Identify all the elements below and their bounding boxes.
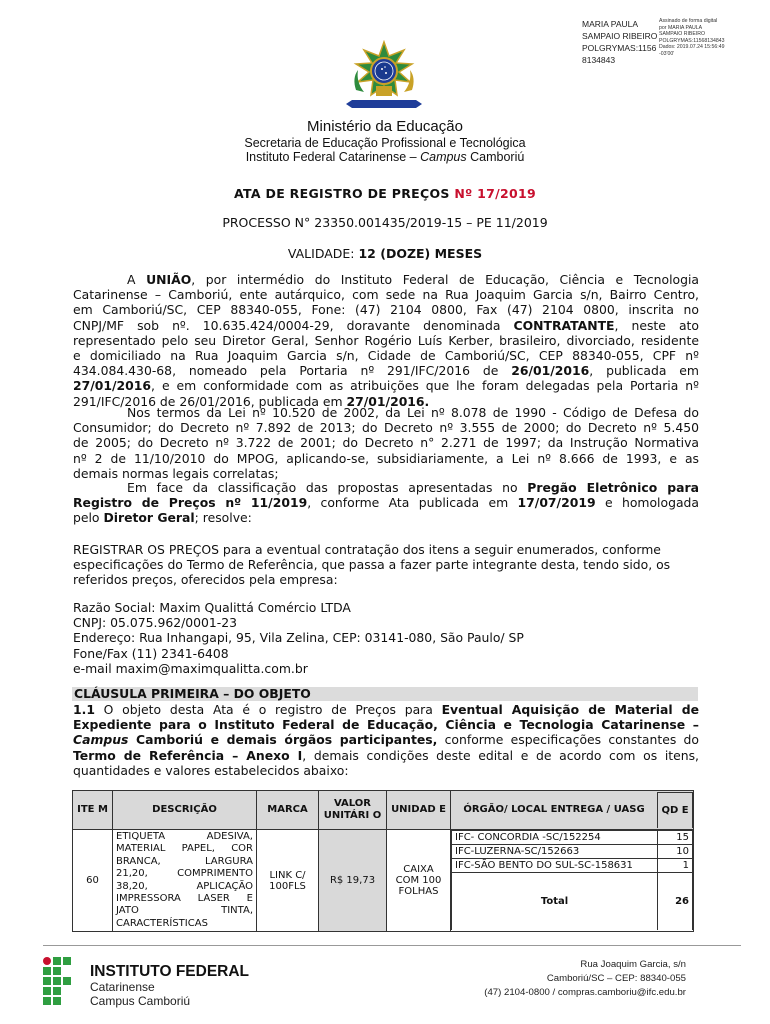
text: , demais condições deste edital e de acordo com os itens, bbox=[302, 747, 699, 763]
desc-line: 21,20, COMPRIMENTO bbox=[116, 868, 253, 880]
text: , por intermédio do Instituto Federal de Educação, Ciência e Tecnologia bbox=[191, 272, 699, 287]
if-sub2: Campus Camboriú bbox=[90, 994, 191, 1008]
logo-square bbox=[53, 997, 61, 1005]
paragraph-line: nº 2 de 11/10/2010 do MPOG, aplicando-se, subsidiariamente, a Lei nº 8.666 de 1993, e as bbox=[73, 450, 699, 466]
paragraph-line: e domiciliado na Rua Joaquim Garcia s/n, Cidade de Camboriú/SC, CEP 88340-055, CPF nº bbox=[73, 348, 699, 364]
local-name: IFC-LUZERNA-SC/152663 bbox=[452, 845, 658, 859]
address-line: Rua Joaquim Garcia, s/n bbox=[580, 959, 686, 970]
institute-prefix: Instituto Federal Catarinense – bbox=[245, 150, 421, 164]
text: , neste ato bbox=[614, 317, 699, 333]
logo-square bbox=[43, 967, 51, 975]
text: , e em conformidade com as atribuições que lhe foram delegadas pela Portaria nº bbox=[151, 378, 699, 394]
clause-line: quantidades e valores estabelecidos abaixo: bbox=[73, 762, 349, 778]
local-qtde: 15 bbox=[658, 831, 693, 845]
text: , conforme Ata publicada em bbox=[307, 495, 518, 511]
clause-line bbox=[73, 732, 699, 747]
desc-line: JATO TINTA, bbox=[116, 905, 253, 917]
validity-value: 12 (DOZE) MESES bbox=[358, 246, 483, 261]
items-table bbox=[72, 790, 694, 932]
supplier-cnpj: CNPJ: 05.075.962/0001-23 bbox=[73, 615, 238, 631]
clause-line: Expediente para o Instituto Federal de Educação, Ciência e Tecnologia Catarinense – bbox=[73, 717, 699, 733]
header-descricao: DESCRIÇÃO bbox=[113, 791, 257, 830]
text-bold: Registro de Preços nº 11/2019 bbox=[73, 495, 308, 511]
local-name: IFC-SÃO BENTO DO SUL-SC-158631 bbox=[452, 859, 658, 873]
paragraph-line: em Camboriú/SC, CEP 88340-055, Fone: (47) 2104 0800, Fax (47) 2104 0800, inscrita no bbox=[73, 302, 699, 318]
paragraph-line bbox=[73, 363, 699, 378]
process-number: PROCESSO N° 23350.001435/2019-15 – PE 11/2019 bbox=[222, 215, 548, 230]
paragraph-line bbox=[73, 495, 699, 510]
total-row bbox=[452, 873, 693, 931]
logo-square bbox=[43, 987, 51, 995]
text: ; resolve: bbox=[194, 510, 252, 526]
total-label: Total bbox=[452, 873, 658, 931]
text: pelo bbox=[73, 510, 104, 526]
paragraph-line: Catarinense – Camboriú, ente autárquico, com sede na Rua Joaquim Garcia s/n, Bairro Centro, bbox=[73, 287, 699, 303]
text-bold: UNIÃO bbox=[146, 272, 192, 287]
institute-suffix: Camboriú bbox=[466, 150, 525, 164]
text-bold-italic: Campus bbox=[73, 732, 129, 748]
logo-square bbox=[53, 977, 61, 985]
signature-detail-line: Dados: 2019.07.24 15:56:49 bbox=[659, 44, 725, 51]
institute-logo-text bbox=[90, 963, 249, 1008]
text: O objeto desta Ata é o registro de Preços para bbox=[94, 702, 442, 717]
text-bold: Diretor Geral bbox=[103, 510, 195, 526]
text: e homologada bbox=[595, 495, 699, 511]
signature-details bbox=[659, 18, 739, 58]
paragraph-line: Consumidor; do Decreto nº 7.892 de 2013; do Decreto nº 3.555 de 2000; do Decreto nº 5.450 bbox=[73, 420, 699, 436]
signature-name bbox=[582, 18, 662, 66]
text-bold: 17/07/2019 bbox=[517, 495, 596, 511]
header-unidade: UNIDAD E bbox=[387, 791, 451, 830]
text-bold: 27/01/2016 bbox=[73, 378, 152, 394]
signature-name-line: SAMPAIO RIBEIRO bbox=[582, 31, 658, 41]
desc-line: BRANCA, LARGURA bbox=[116, 855, 253, 867]
total-value: 26 bbox=[658, 873, 693, 931]
paragraph-line bbox=[73, 378, 699, 393]
header-orgao-qtde bbox=[451, 791, 694, 830]
header-valor: VALOR UNITÁRI O bbox=[319, 791, 387, 830]
paragraph-line: de 2005; do Decreto nº 3.722 de 2001; do Decreto n° 2.271 de 1997; da Instrução Normativa bbox=[73, 435, 699, 451]
supplier-email: e-mail maxim@maximqualitta.com.br bbox=[73, 660, 308, 676]
text-bold: 1.1 bbox=[73, 702, 95, 717]
text: 434.084.430-68, nomeado pela Portaria nº 291/IFC/2016 de bbox=[73, 363, 512, 379]
local-name: IFC- CONCORDIA -SC/152254 bbox=[452, 831, 658, 845]
supplier-name: Razão Social: Maxim Qualittá Comércio LTDA bbox=[73, 600, 351, 615]
logo-square bbox=[63, 977, 71, 985]
header-marca: MARCA bbox=[257, 791, 319, 830]
cell-locais bbox=[451, 830, 694, 932]
text-bold: 26/01/2016 bbox=[511, 363, 590, 379]
logo-square bbox=[43, 997, 51, 1005]
paragraph-line: demais normas legais correlatas; bbox=[73, 465, 279, 481]
validity bbox=[72, 246, 698, 261]
signature-name-line: MARIA PAULA bbox=[582, 19, 639, 29]
table-row bbox=[73, 830, 694, 932]
clause-line bbox=[73, 748, 699, 763]
document-number: Nº 17/2019 bbox=[454, 186, 536, 201]
supplier-info bbox=[73, 600, 524, 676]
supplier-phone: Fone/Fax (11) 2341-6408 bbox=[73, 645, 229, 661]
clause-text bbox=[73, 702, 699, 778]
supplier-address: Endereço: Rua Inhangapi, 95, Vila Zelina, CEP: 03141-080, São Paulo/ SP bbox=[73, 630, 524, 646]
paragraph-line: Nos termos da Lei nº 10.520 de 2002, da Lei nº 8.078 de 1990 - Código de Defesa do bbox=[127, 405, 699, 420]
address-line: (47) 2104-0800 / compras.camboriu@ifc.edu.br bbox=[484, 987, 686, 998]
footer-divider bbox=[43, 945, 741, 946]
validity-label: VALIDADE: bbox=[287, 246, 359, 261]
logo-square bbox=[63, 957, 71, 965]
cell-marca: LINK C/ 100FLS bbox=[257, 830, 319, 932]
document-title bbox=[72, 186, 698, 201]
text-bold: Eventual Aquisição de Material de bbox=[441, 702, 699, 717]
ministry-title: Ministério da Educação bbox=[307, 118, 463, 135]
clause-heading: CLÁUSULA PRIMEIRA – DO OBJETO bbox=[72, 687, 698, 701]
logo-square bbox=[43, 977, 51, 985]
local-row bbox=[452, 831, 693, 845]
institute-title bbox=[120, 150, 650, 164]
desc-line: IMPRESSORA LASER E bbox=[116, 893, 253, 905]
header-qtde: QD E bbox=[658, 792, 693, 828]
signature-detail-line: Assinado de forma digital bbox=[659, 18, 718, 24]
header-orgao: ÓRGÃO/ LOCAL ENTREGA / UASG bbox=[463, 804, 645, 816]
paragraph-contracting-party bbox=[73, 272, 699, 409]
text-bold: Pregão Eletrônico para bbox=[527, 480, 699, 495]
text: CNPJ/MF sob nº. 10.635.424/0004-29, doravante denominada bbox=[73, 317, 514, 333]
paragraph-register bbox=[73, 542, 699, 588]
text-bold: Termo de Referência – Anexo I bbox=[73, 747, 303, 763]
text: , publicada em bbox=[589, 363, 699, 379]
paragraph-line: especificações do Termo de Referência, que passa a fazer parte integrante desta, tendo sido, os bbox=[73, 557, 671, 573]
signature-name-line: 8134843 bbox=[582, 55, 616, 65]
paragraph-line: referidos preços, oferecidos pela empresa: bbox=[73, 572, 338, 588]
signature-detail-line: -03'00' bbox=[659, 50, 675, 57]
document-title-label: ATA DE REGISTRO DE PREÇOS bbox=[234, 186, 455, 201]
logo-square bbox=[53, 987, 61, 995]
paragraph-line bbox=[73, 318, 699, 333]
clause-line bbox=[73, 702, 699, 717]
text-bold: 27/01/2016. bbox=[346, 393, 430, 409]
desc-line: ETIQUETA ADESIVA, bbox=[116, 831, 253, 842]
header-item: ITE M bbox=[73, 791, 113, 830]
if-sub1: Catarinense bbox=[90, 980, 155, 994]
if-logo-icon bbox=[43, 957, 83, 1005]
local-row bbox=[452, 845, 693, 859]
local-qtde: 10 bbox=[658, 845, 693, 859]
institute-italic: Campus bbox=[420, 150, 467, 164]
table-header-row bbox=[73, 791, 694, 830]
signature-name-line: POLGRYMAS:1156 bbox=[582, 43, 657, 53]
secretariat-title: Secretaria de Educação Profissional e Tecnológica bbox=[244, 136, 526, 150]
paragraph-line: REGISTRAR OS PREÇOS para a eventual contratação dos itens a seguir enumerados, conforme bbox=[73, 542, 661, 557]
text-bold: Camboriú e demais órgãos participantes, bbox=[128, 732, 438, 748]
paragraph-line bbox=[73, 272, 699, 287]
signature-detail-line: POLGRYMAS:11568134843 bbox=[659, 37, 725, 44]
text: A bbox=[127, 272, 147, 287]
cell-item: 60 bbox=[73, 830, 113, 932]
address-line: Camboriú/SC – CEP: 88340-055 bbox=[546, 973, 686, 984]
text: Em face da classificação das propostas apresentadas no bbox=[127, 480, 528, 495]
paragraph-line bbox=[73, 510, 699, 525]
signature-detail-line: SAMPAIO RIBEIRO bbox=[659, 31, 706, 38]
paragraph-line: representado pelo seu Diretor Geral, Senhor Rogério Luís Kerber, brasileiro, divorciado, residente bbox=[73, 332, 699, 348]
cell-valor: R$ 19,73 bbox=[319, 830, 387, 932]
desc-line: CARACTERÍSTICAS bbox=[116, 917, 208, 929]
cell-descricao bbox=[113, 830, 257, 932]
logo-square bbox=[53, 957, 61, 965]
local-row bbox=[452, 859, 693, 873]
logo-square bbox=[53, 967, 61, 975]
text: 291/IFC/2016 de 26/01/2016, publicada em bbox=[73, 393, 347, 409]
paragraph-legal-basis bbox=[73, 405, 699, 481]
desc-line: 38,20, APLICAÇÃO bbox=[116, 880, 253, 892]
signature-detail-line: por MARIA PAULA bbox=[659, 24, 703, 31]
footer-address bbox=[420, 958, 686, 1000]
local-qtde: 1 bbox=[658, 859, 693, 873]
paragraph-classification bbox=[73, 480, 699, 526]
cell-unidade: CAIXA COM 100 FOLHAS bbox=[387, 830, 451, 932]
text-bold: CONTRATANTE bbox=[513, 317, 615, 333]
if-name: INSTITUTO FEDERAL bbox=[90, 963, 250, 980]
text: conforme especificações constantes do bbox=[437, 732, 700, 748]
desc-line: MATERIAL PAPEL, COR bbox=[116, 843, 253, 855]
paragraph-line bbox=[73, 480, 699, 495]
logo-dot bbox=[43, 957, 51, 965]
coat-of-arms-icon bbox=[342, 40, 426, 116]
